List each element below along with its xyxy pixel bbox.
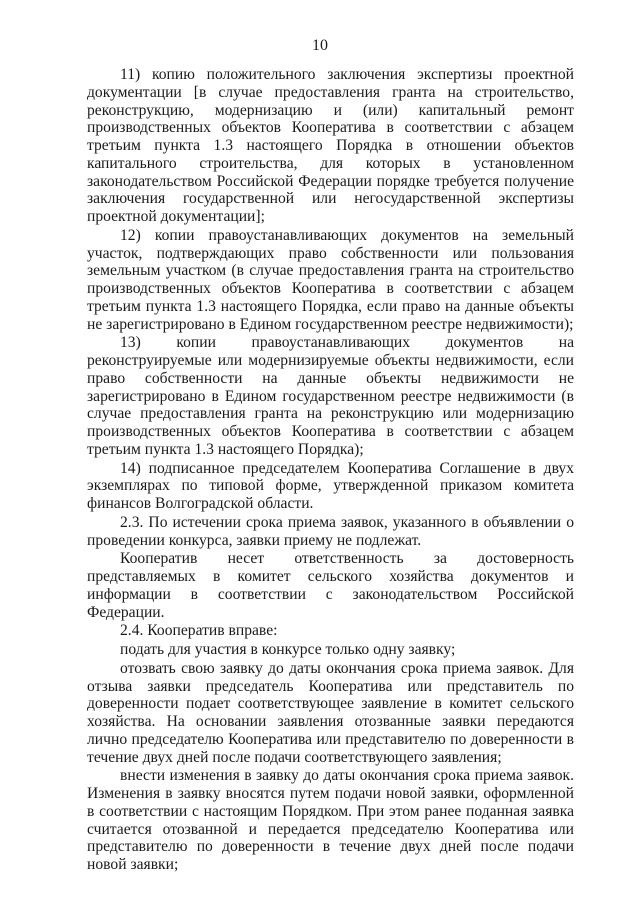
paragraph-single-application: подать для участия в конкурсе только одну заявку;	[120, 641, 456, 658]
document-body	[87, 66, 574, 874]
paragraph-withdraw-application: отозвать свою заявку до даты окончания срока приема заявок. Для отзыва заявки председатель Кооператива или представитель по доверенности подает соответствующее заявление в комитет сельского хозяйства. На основании заявления отозванные заявки передаются лично председателю Кооператива или представителю по доверенности в течение двух дней после подачи соответствующего заявления;	[87, 659, 574, 766]
paragraph-item-11: 11) копию положительного заключения экспертизы проектной документации [в случае предоставления гранта на строительство, реконструкцию, модернизацию и (или) капитальный ремонт производственных объектов Кооператива в соответствии с абзацем третьим пункта 1.3 настоящего Порядка в отношении объектов капитального строительства, для которых в установленном законодательством Российской Федерации порядке требуется получение заключения государственной или негосударственной экспертизы проектной документации];	[87, 66, 574, 225]
paragraph-responsibility: Кооператив несет ответственность за достоверность представляемых в комитет сельского хозяйства документов и информации в соответствии с законодательством Российской Федерации.	[87, 550, 574, 621]
paragraph-item-14: 14) подписанное председателем Кооператива Соглашение в двух экземплярах по типовой форме, утвержденной приказом комитета финансов Волгоградской области.	[87, 459, 574, 512]
paragraph-amend-application: внести изменения в заявку до даты окончания срока приема заявок. Изменения в заявку вносятся путем подачи новой заявки, оформленной в соответствии с настоящим Порядком. При этом ранее поданная заявка считается отозванной и передается председателю Кооператива или представителю по доверенности в течение двух дней после подачи новой заявки;	[87, 767, 574, 873]
paragraph-item-13: 13) копии правоустанавливающих документов на реконструируемые или модернизируемые объекты недвижимости, если право собственности на данные объекты недвижимости не зарегистрировано в Едином государственном реестре недвижимости (в случае предоставления гранта на реконструкцию или модернизацию производственных объектов Кооператива в соответствии с абзацем третьим пункта 1.3 настоящего Порядка);	[87, 334, 574, 458]
paragraph-2-3: 2.3. По истечении срока приема заявок, указанного в объявлении о проведении конкурса, заявки приему не подлежат.	[87, 513, 574, 549]
page-number: 10	[312, 37, 328, 54]
paragraph-2-4: 2.4. Кооператив вправе:	[120, 622, 278, 640]
paragraph-item-12: 12) копии правоустанавливающих документов на земельный участок, подтверждающих право собственности или пользования земельным участком (в случае предоставления гранта на строительство производственных объектов Кооператива в соответствии с абзацем третьим пункта 1.3 настоящего Порядка, если право на данные объекты не зарегистрировано в Едином государственном реестре недвижимости);	[87, 226, 574, 333]
